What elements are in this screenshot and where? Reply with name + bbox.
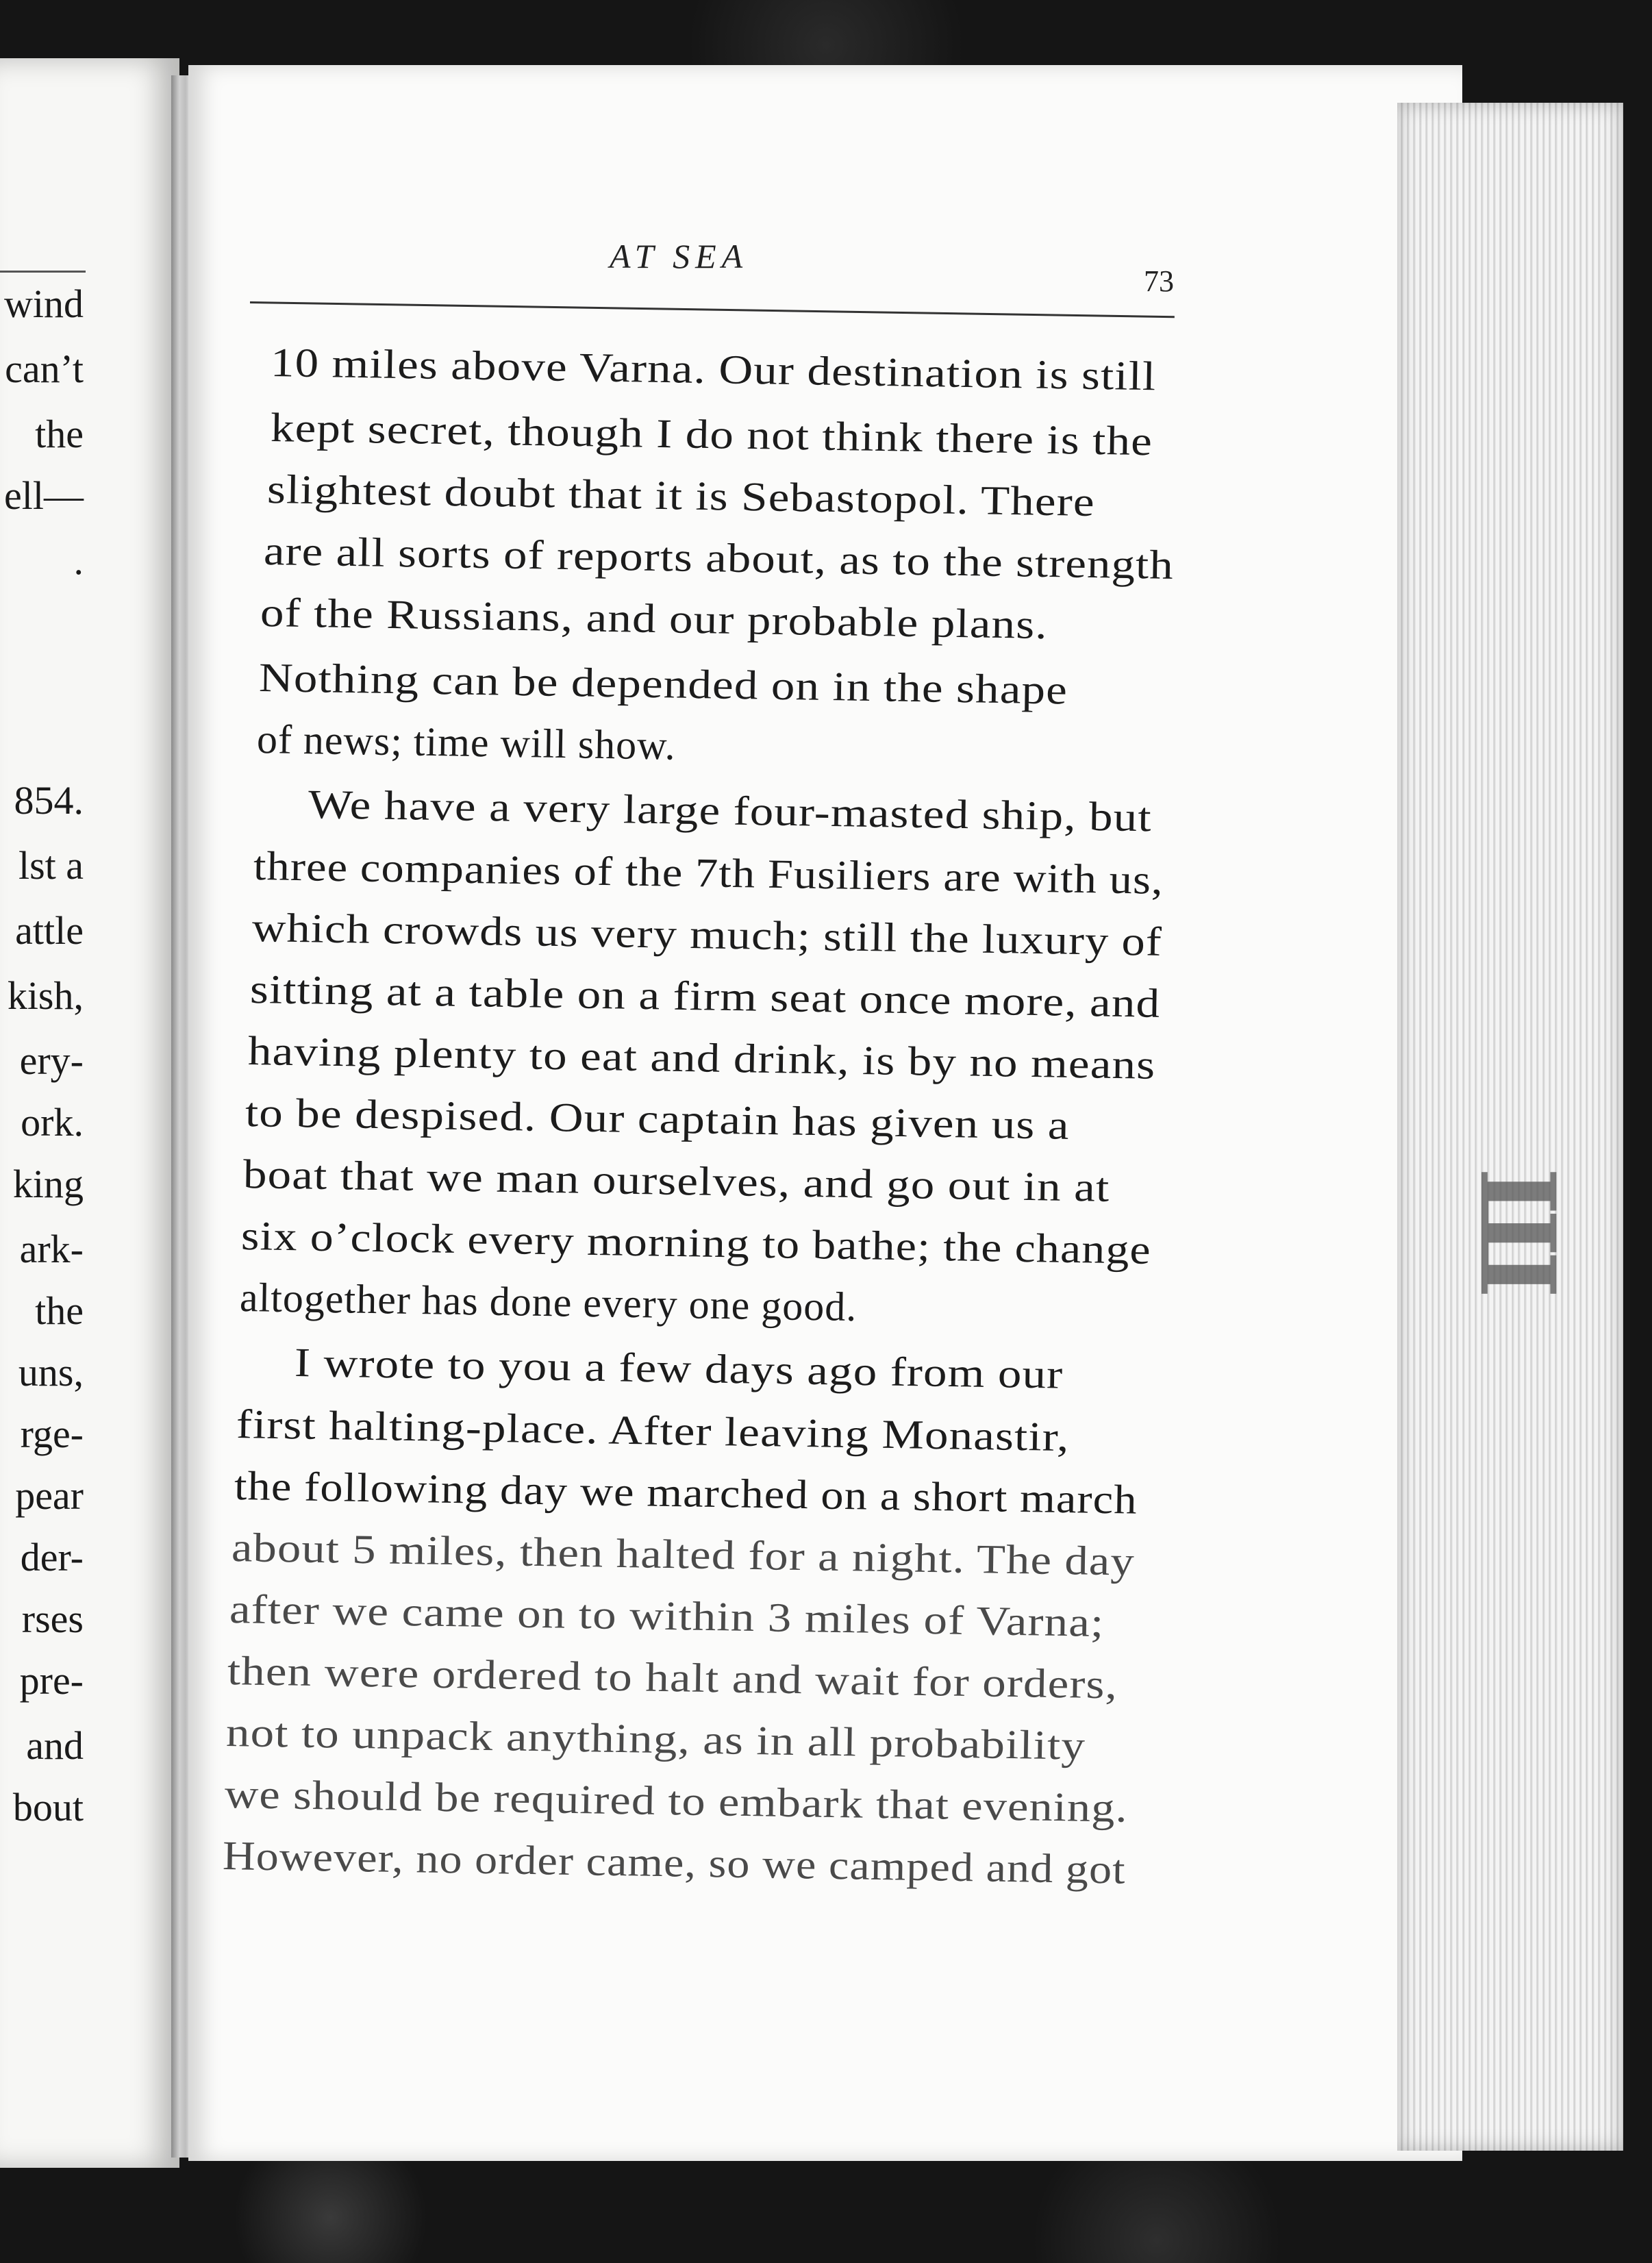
left-page-text-line: 854. — [14, 778, 84, 823]
body-text-line: sitting at a table on a firm seat once more, and — [249, 966, 1161, 1026]
left-page-text-line: wind — [4, 282, 84, 326]
body-text-line: of the Russians, and our probable plans. — [260, 590, 1049, 648]
left-page-text-line: rge- — [20, 1412, 84, 1456]
left-page-text-line: the — [35, 1288, 84, 1333]
body-text-line: six o’clock every morning to bathe; the change — [240, 1213, 1152, 1273]
left-page-rule — [0, 271, 86, 273]
body-text-line: boat that we man ourselves, and go out in at — [242, 1151, 1110, 1210]
body-text-line: I wrote to you a few days ago from our — [294, 1340, 1064, 1397]
body-text-line: first halting-place. After leaving Monastir, — [236, 1401, 1071, 1460]
body-text-line: are all sorts of reports about, as to the strength — [263, 528, 1175, 588]
left-page-text-line: ark- — [19, 1227, 84, 1271]
left-page-text-line: king — [12, 1162, 84, 1206]
body-text-line: However, no order came, so we camped and got — [222, 1833, 1127, 1892]
left-page-text-line: lst a — [18, 843, 84, 888]
body-text-line: which crowds us very much; still the luxury of — [251, 905, 1163, 964]
body-text-line: the following day we marched on a short march — [234, 1463, 1138, 1523]
body-text-line: altogether has done every one good. — [239, 1275, 858, 1330]
left-page-text-line: der- — [20, 1535, 84, 1579]
page-number: 73 — [1144, 264, 1174, 298]
body-text-line: slightest doubt that it is Sebastopol. There — [266, 466, 1096, 525]
body-text-line: after we came on to within 3 miles of Varna; — [229, 1586, 1105, 1646]
left-page-text-line: attle — [15, 908, 84, 953]
left-page-text-line: . — [73, 538, 84, 583]
body-text-line: three companies of the 7th Fusiliers are with us, — [253, 843, 1164, 903]
left-page-text-line: kish, — [7, 973, 84, 1018]
body-text-line: having plenty to eat and drink, is by no means — [247, 1028, 1156, 1088]
left-page-text-line: the — [35, 412, 84, 456]
left-page-text-line: and — [26, 1723, 84, 1768]
left-page-text-line: pear — [15, 1473, 84, 1518]
library-stamp: Ш — [1457, 1168, 1577, 1299]
left-page — [0, 58, 179, 2168]
body-text-line: kept secret, though I do not think there is the — [270, 405, 1153, 464]
page-edges — [1397, 103, 1623, 2151]
running-head: AT SEA — [610, 237, 749, 275]
body-text-line: of news; time will show. — [256, 716, 677, 768]
left-page-text-line: can’t — [5, 347, 84, 391]
left-page-text-line: bout — [12, 1785, 84, 1829]
body-text-line: about 5 miles, then halted for a night. The day — [231, 1525, 1136, 1584]
left-page-text-line: ery- — [19, 1038, 84, 1083]
body-text-line: not to unpack anything, as in all probability — [225, 1710, 1086, 1768]
body-text-line: then were ordered to halt and wait for orders, — [227, 1648, 1118, 1708]
left-page-text-line: ell— — [4, 473, 84, 518]
left-page-text-line: rses — [21, 1597, 84, 1641]
body-text-line: to be despised. Our captain has given us a — [245, 1090, 1071, 1148]
left-page-text-line: uns, — [18, 1350, 84, 1395]
body-text-line: we should be required to embark that evening. — [224, 1771, 1129, 1831]
body-text-line: Nothing can be depended on in the shape — [258, 655, 1068, 713]
left-page-text-line: ork. — [21, 1100, 84, 1145]
body-text-line: 10 miles above Varna. Our destination is still — [270, 340, 1157, 399]
left-page-text-line: pre- — [19, 1658, 84, 1703]
body-text-line: We have a very large four-masted ship, but — [308, 782, 1153, 840]
